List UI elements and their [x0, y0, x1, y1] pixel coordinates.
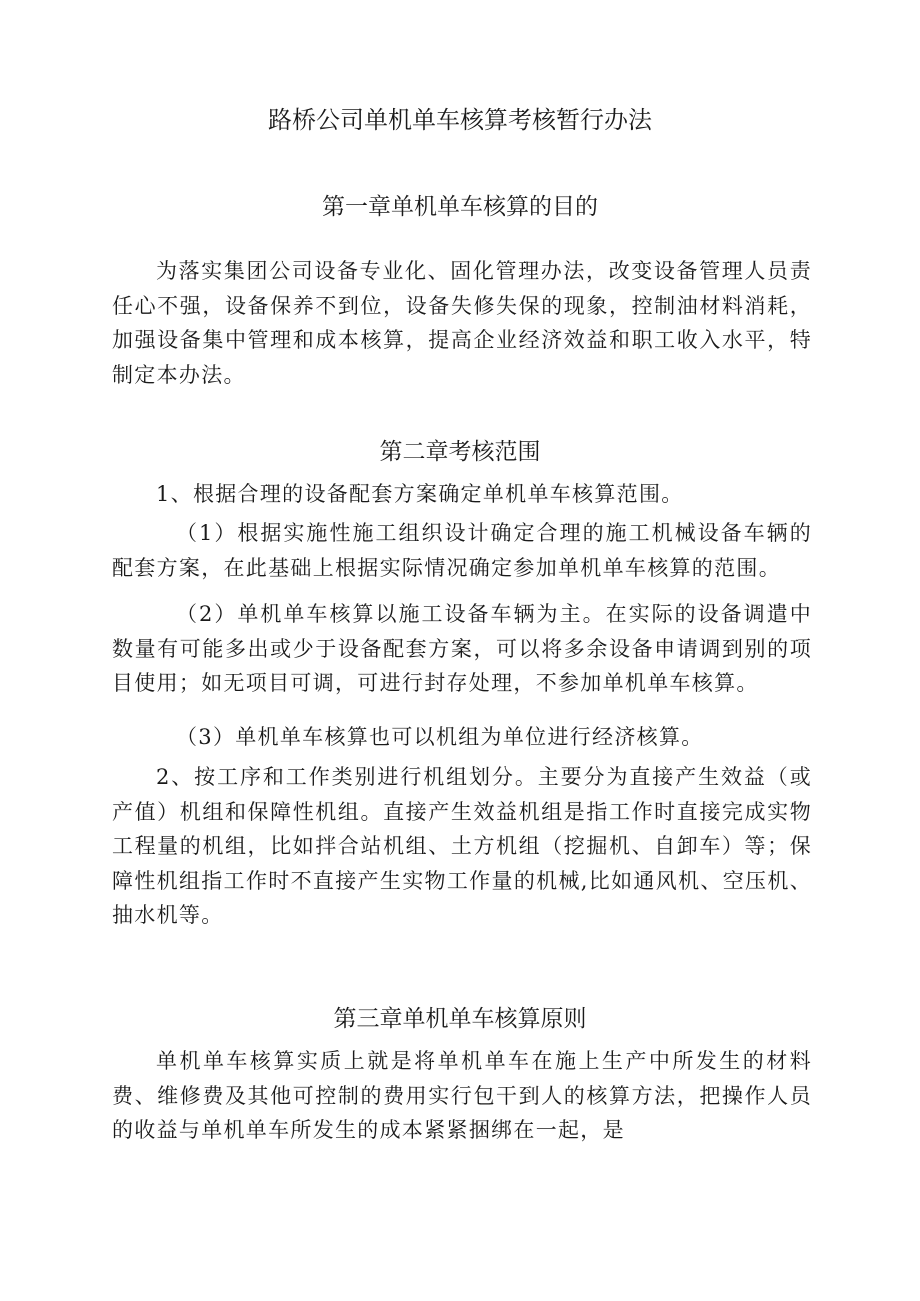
- document-title: 路桥公司单机单车核算考核暂行办法: [268, 106, 652, 134]
- chapter1-heading: 第一章单机单车核算的目的: [322, 194, 598, 220]
- chapter2-sub1: （1）根据实施性施工组织设计确定合理的施工机械设备车辆的配套方案，在此基础上根据实际情况确定参加单机单车核算的范围。: [112, 521, 812, 580]
- chapter2-item1: 1、根据合理的设备配套方案确定单机单车核算范围。: [156, 482, 684, 506]
- chapter2-sub2: （2）单机单车核算以施工设备车辆为主。在实际的设备调遣中数量有可能多出或少于设备配套方案，可以将多余设备申请调到别的项目使用；如无项目可调，可进行封存处理，不参加单机单车核算。: [112, 602, 812, 695]
- chapter3-paragraph: 单机单车核算实质上就是将单机单车在施上生产中所发生的材料费、维修费及其他可控制的费用实行包干到人的核算方法，把操作人员的收益与单机单车所发生的成本紧紧捆绑在一起，是: [112, 1049, 812, 1142]
- chapter2-item2: 2、按工序和工作类别进行机组划分。主要分为直接产生效益（或产值）机组和保障性机组。直接产生效益机组是指工作时直接完成实物工程量的机组，比如拌合站机组、土方机组（挖掘机、自卸车）等；保障性机组指工作时不直接产生实物工作量的机械,比如通风机、空压机、抽水机等。: [112, 765, 812, 927]
- chapter1-paragraph: 为落实集团公司设备专业化、固化管理办法，改变设备管理人员责任心不强，设备保养不到位，设备失修失保的现象，控制油材料消耗，加强设备集中管理和成本核算，提高企业经济效益和职工收入水平，特制定本办法。: [112, 259, 812, 387]
- chapter3-heading: 第三章单机单车核算原则: [333, 1006, 587, 1032]
- chapter2-heading: 第二章考核范围: [379, 439, 541, 465]
- chapter2-sub3: （3）单机单车核算也可以机组为单位进行经济核算。: [176, 725, 704, 749]
